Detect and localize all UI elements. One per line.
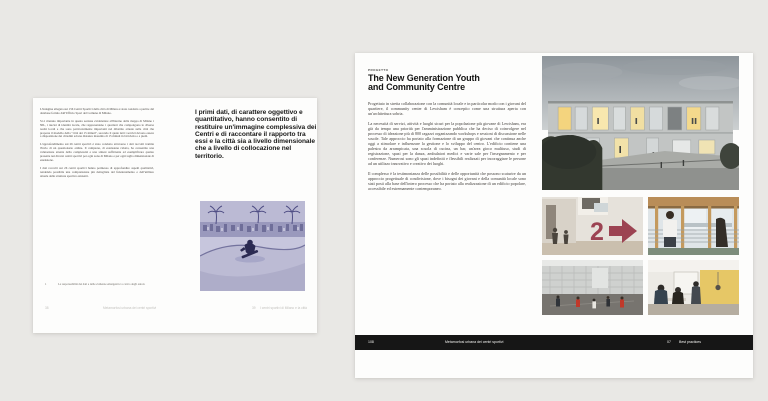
footer-chapter-number: 07 [667,340,671,345]
building-exterior-graphic [542,56,739,190]
footer-bar [355,335,753,350]
body-paragraph: Si è ritenuto importante in questa sezione evidenziare all'interno della mappa di Milano i NIL, i nuclei di identità locale, che rappresentano i quartieri che compongono le diverse realtà locali e che sono particolarmente importanti nel dibattito attuale sulla città che propone il modello della "città dei 15 minuti", secondo il quale tutti i servizi devono essere a disposizione dei cittadini ad una distanza massima di 15 minuti in bicicletta o a piedi. [40,118,154,139]
chapter-title-running-head: I centri sportivi di Milano e la città [260,306,307,310]
sports-court-graphic [542,260,643,315]
interior-signage-photo [542,197,643,255]
footer-book-title: Metamorfosi urbana dei centri sportivi [445,340,504,345]
footnote-number: 1 [45,282,47,286]
project-eyebrow: PROGETTO [368,68,389,72]
book-title-running-head: Metamorfosi urbana dei centri sportivi [103,306,157,310]
body-paragraph: Progettato in stretta collaborazione con la comunità locale e in particolar modo con i giovani del quartiere, il community center di Lewisham è concepito come una struttura aperta con un'architettura sobria. [368,101,526,116]
footnote [45,283,177,287]
skatepark-duotone-photo [200,201,305,291]
balcony-walkway-graphic [648,197,739,255]
title-line-1: The New Generation Youth [368,73,480,83]
project-body-text [368,101,526,196]
footer-page-number: 108 [368,340,374,345]
body-paragraph: Il complesso è la testimonianza delle possibilità e delle opportunità che possono scaturire da un approccio progettuale di condivisione, dove i bisogni dei giovani e della comunità locale sono stati posti alla base dell'intero processo che ha portato alla realizzazione di un edificio popolare, accessibile ed estremamente contemporaneo. [368,171,526,191]
interior-signage-graphic [542,197,643,255]
balcony-walkway-photo [648,197,739,255]
project-title [368,74,480,92]
left-book-spread [33,98,317,333]
body-paragraph: L'indagine allegata sui 156 Centri Sportivi della città di Milano è stata condotta a partire dal database fornito dall'Ufficio Sport del Comune di Milano. [40,107,154,115]
body-paragraph: I dati raccolti sui 26 centri sportivi hanno permesso di approfondire aspetti qualitativi, rendendo possibile una comprensione più dettagliata del funzionamento e dell'utilizzo attuale delle strutture sportive esistenti. [40,165,154,178]
pull-quote-intro: I primi dati, di carattere oggettivo e quantitativo, hanno consentito di restituire un'immagine complessiva dei Centri e di raccontare il rapporto tra essi e la città sia a livello dimensionale che a livello di collocazione nel territorio. [195,109,317,160]
left-page-body-text [40,108,154,183]
building-exterior-photo [542,56,739,190]
body-paragraph: La necessità di servizi, attività e luoghi sicuri per la popolazione più giovane di Lewisham, era già da tempo una priorità per l'amministrazione pubblica che ha deciso di coinvolgere nel processo di ideazione più di 800 ragazzi organizzando workshops e sessioni di discussione nelle scuole. Tale approccio ha portato alla formazione di un gruppo di giovani che continua anche oggi a stimolare e influenzare la gestione e lo sviluppo del centro. L'edificio contiene una palestra da arrampicata, una scuola di cucina, un bar, un'area gioco multiuso, studi di registrazione, spazi per la danza, ambulatori medici e varie sale per l'insegnamento e per conferenze. Numerosi sono gli spazi indefiniti e flessibili realizzati per incoraggiare le persone ad un utilizzo innovativo e creativo dei luoghi. [368,121,526,166]
sports-court-photo [542,260,643,315]
room-number-graphic: 2 [590,218,604,246]
footer-chapter-label: Best practices [679,340,701,345]
title-line-2: and Community Centre [368,81,466,92]
workshop-interior-graphic [648,260,739,315]
footnote-text: La responsabilità dei dati e delle evidenze emergenti è a carico degli autori. [58,282,146,286]
skatepark-photo-graphic [200,201,305,291]
page-number: 39 [252,306,256,310]
page-number: 38 [45,306,49,310]
workshop-interior-photo [648,260,739,315]
right-book-spread [355,53,753,378]
left-spread-running-footer [33,306,317,312]
body-paragraph: L'approfondimento sui 26 centri sportivi è stato condotto attraverso i dati raccolti tramite l'invio di un questionario online. Il campione, di estensione ridotta, ha consentito una valutazione attenta della complessità e una sintesi sufficiente ad esemplificare quanto presente nei diversi centri sportivi per ogni zona di Milano e per ogni taglia dimensionale di estensione. [40,142,154,162]
